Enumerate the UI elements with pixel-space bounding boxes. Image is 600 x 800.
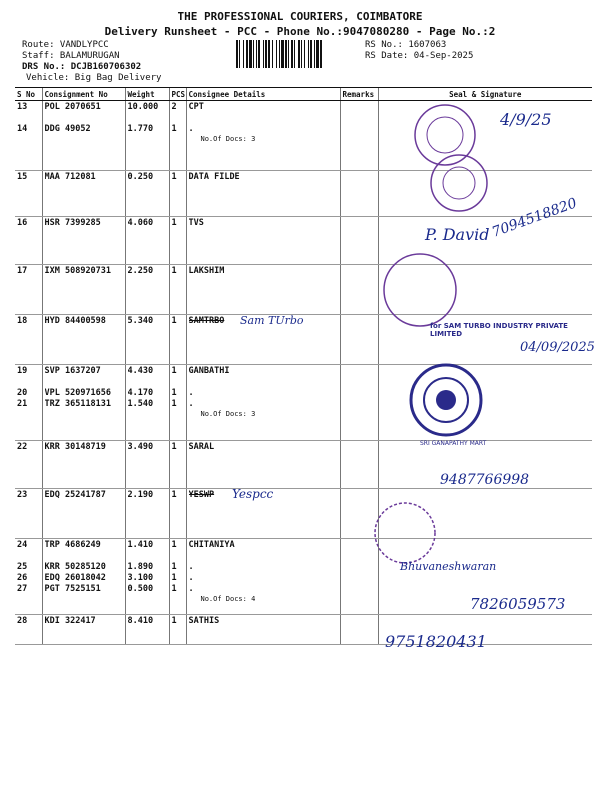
- cell-remarks: [340, 217, 378, 265]
- consignment-value: HYD 84400598: [44, 316, 106, 326]
- cell-consignee: [186, 539, 340, 615]
- barcode-bar: [310, 40, 312, 68]
- cell-signature: [378, 615, 592, 645]
- cell-remarks: [340, 171, 378, 217]
- runsheet-subtitle: Delivery Runsheet - PCC - Phone No.:9047080280 - Page No.:2: [104, 25, 496, 38]
- barcode-bar: [301, 40, 302, 68]
- handwritten-name-24: Bhuvaneshwaran: [400, 560, 497, 573]
- pcs-value: 1: [171, 218, 177, 228]
- sno-value: [17, 113, 40, 124]
- cell-weight: [125, 365, 169, 441]
- consignee-value: GANBATHI: [188, 366, 230, 376]
- barcode-bar: [236, 40, 238, 68]
- consignee-value: .: [188, 399, 194, 409]
- cell-weight: [125, 315, 169, 365]
- cell-sno: [15, 171, 42, 217]
- cell-weight: [125, 441, 169, 489]
- consignment-value: EDQ 25241787: [44, 490, 106, 500]
- weight-value: [128, 377, 167, 388]
- weight-value: 5.340: [127, 316, 154, 326]
- barcode-bar: [308, 40, 309, 68]
- pcs-value: 1: [171, 172, 177, 182]
- barcode-bar: [249, 40, 252, 68]
- weight-value: 8.410: [127, 616, 154, 626]
- weight-value: 3.100: [127, 573, 154, 583]
- company-title: THE PROFESSIONAL COURIERS, COIMBATORE: [177, 10, 423, 23]
- pcs-value: 2: [171, 102, 177, 112]
- barcode-bar: [256, 40, 257, 68]
- pcs-value: 1: [171, 540, 177, 550]
- col-header-pcs: PCS: [169, 88, 186, 101]
- stamp-text-19: SRI GANAPATHY MART: [420, 440, 487, 447]
- consignment-value: [45, 377, 123, 388]
- barcode-bar: [276, 40, 277, 68]
- col-header-consignee: Consignee Details: [186, 88, 340, 101]
- consignee-value: SATHIS: [188, 616, 220, 626]
- weight-value: 4.170: [127, 388, 154, 398]
- cell-consignment: [42, 441, 125, 489]
- sno-value: 14: [17, 124, 28, 134]
- sno-value: 20: [17, 388, 28, 398]
- sno-value: 23: [17, 490, 28, 500]
- cell-consignee: [186, 315, 340, 365]
- cell-weight: [125, 217, 169, 265]
- barcode-bar: [291, 40, 293, 68]
- sno-value: 19: [17, 366, 28, 376]
- cell-consignment: [42, 539, 125, 615]
- cell-consignee: [186, 615, 340, 645]
- vehicle-label: Vehicle: Big Bag Delivery: [26, 73, 162, 83]
- consignment-value: HSR 7399285: [44, 218, 101, 228]
- table-row: [15, 539, 592, 615]
- consignment-value: SVP 1637207: [44, 366, 101, 376]
- handwritten-name-16: P. David: [425, 225, 490, 244]
- sno-value: 21: [17, 399, 28, 409]
- cell-pcs: [169, 265, 186, 315]
- cell-consignee: [186, 441, 340, 489]
- consignee-value: .: [188, 124, 194, 134]
- docs-count: No.Of Docs: 3: [200, 135, 256, 143]
- table-row: [15, 441, 592, 489]
- consignment-value: POL 2070651: [44, 102, 101, 112]
- consignment-value: KRR 30148719: [44, 442, 106, 452]
- cell-consignment: [42, 615, 125, 645]
- handwritten-remark-18: Sam TUrbo: [240, 314, 304, 327]
- cell-consignee: [186, 217, 340, 265]
- cell-signature: [378, 365, 592, 441]
- consignee-value: .: [188, 584, 194, 594]
- weight-value: 3.490: [127, 442, 154, 452]
- cell-weight: [125, 489, 169, 539]
- cell-consignee: [186, 101, 340, 171]
- weight-value: [128, 113, 167, 124]
- pcs-value: 1: [171, 316, 177, 326]
- sno-value: 26: [17, 573, 28, 583]
- cell-weight: [125, 539, 169, 615]
- consignment-value: DDG 49052: [44, 124, 91, 134]
- cell-remarks: [340, 489, 378, 539]
- weight-value: 4.430: [127, 366, 154, 376]
- cell-remarks: [340, 101, 378, 171]
- cell-pcs: [169, 365, 186, 441]
- cell-remarks: [340, 539, 378, 615]
- cell-signature: [378, 441, 592, 489]
- cell-signature: [378, 217, 592, 265]
- cell-consignment: [42, 101, 125, 171]
- sno-value: 25: [17, 562, 28, 572]
- col-header-weight: Weight: [125, 88, 169, 101]
- consignment-value: [45, 113, 123, 124]
- cell-weight: [125, 101, 169, 171]
- handwritten-phone-22: 9487766998: [440, 472, 530, 488]
- table-row: [15, 489, 592, 539]
- cell-sno: [15, 265, 42, 315]
- cell-pcs: [169, 441, 186, 489]
- cell-sno: [15, 489, 42, 539]
- handwritten-date-13: 4/9/25: [500, 110, 552, 129]
- pcs-value: 1: [171, 124, 177, 134]
- consignee-value: YESWP: [188, 490, 215, 500]
- barcode-bar: [258, 40, 260, 68]
- table-row: [15, 365, 592, 441]
- handwritten-phone-16: 7094518820: [489, 195, 580, 241]
- barcode-bar: [263, 40, 264, 68]
- consignment-value: MAA 712081: [44, 172, 96, 182]
- consignee-value: DATA FILDE: [188, 172, 240, 182]
- cell-weight: [125, 171, 169, 217]
- pcs-value: [172, 551, 184, 562]
- weight-value: 2.190: [127, 490, 154, 500]
- pcs-value: 1: [171, 442, 177, 452]
- weight-value: 0.250: [127, 172, 154, 182]
- table-row: [15, 101, 592, 171]
- barcode-bar: [272, 40, 273, 68]
- handwritten-date-18: 04/09/2025: [520, 340, 595, 355]
- cell-remarks: [340, 441, 378, 489]
- pcs-value: 1: [171, 584, 177, 594]
- consignment-value: [45, 551, 123, 562]
- consignment-value: TRZ 365118131: [44, 399, 112, 409]
- rs-date: RS Date: 04-Sep-2025: [365, 51, 474, 61]
- consignee-value: CHITANIYA: [188, 540, 235, 550]
- staff-label: Staff: BALAMURUGAN: [22, 51, 120, 61]
- cell-consignment: [42, 365, 125, 441]
- pcs-value: 1: [171, 266, 177, 276]
- sno-value: 27: [17, 584, 28, 594]
- consignment-value: KRR 50285120: [44, 562, 106, 572]
- cell-remarks: [340, 265, 378, 315]
- handwritten-remark-23: Yespcc: [232, 487, 274, 501]
- consignment-value: EDQ 26018042: [44, 573, 106, 583]
- cell-pcs: [169, 217, 186, 265]
- barcode-bar: [279, 40, 280, 68]
- barcode-bar: [239, 40, 240, 68]
- sno-value: [17, 551, 40, 562]
- table-row: [15, 265, 592, 315]
- cell-consignee: [186, 365, 340, 441]
- cell-sno: [15, 101, 42, 171]
- cell-pcs: [169, 101, 186, 171]
- consignee-value: .: [188, 388, 194, 398]
- consignment-value: PGT 7525151: [44, 584, 101, 594]
- docs-count: No.Of Docs: 3: [200, 410, 256, 418]
- cell-weight: [125, 265, 169, 315]
- cell-signature: [378, 539, 592, 615]
- pcs-value: 1: [171, 366, 177, 376]
- cell-consignment: [42, 489, 125, 539]
- barcode-bar: [285, 40, 287, 68]
- route-label: Route: VANDLYPCC: [22, 40, 109, 50]
- table-row: [15, 217, 592, 265]
- pcs-value: 1: [171, 490, 177, 500]
- barcode: [236, 40, 360, 68]
- cell-pcs: [169, 171, 186, 217]
- stamp-text-18: for SAM TURBO INDUSTRY PRIVATE LIMITED: [430, 322, 568, 338]
- consignment-value: TRP 4686249: [44, 540, 101, 550]
- rs-number: RS No.: 1607063: [365, 40, 447, 50]
- sno-value: 13: [17, 102, 28, 112]
- cell-pcs: [169, 615, 186, 645]
- weight-value: 1.540: [127, 399, 154, 409]
- consignee-value: TVS: [188, 218, 204, 228]
- barcode-bar: [243, 40, 244, 68]
- cell-pcs: [169, 315, 186, 365]
- consignee-value: [189, 113, 338, 124]
- weight-value: 1.890: [127, 562, 154, 572]
- consignee-value: [189, 551, 338, 562]
- cell-remarks: [340, 315, 378, 365]
- cell-sno: [15, 615, 42, 645]
- sno-value: 16: [17, 218, 28, 228]
- cell-signature: [378, 171, 592, 217]
- barcode-bar: [320, 40, 322, 68]
- docs-count: No.Of Docs: 4: [200, 595, 256, 603]
- consignee-value: CPT: [188, 102, 204, 112]
- consignee-value: [189, 377, 338, 388]
- weight-value: 0.500: [127, 584, 154, 594]
- cell-weight: [125, 615, 169, 645]
- sno-value: 18: [17, 316, 28, 326]
- barcode-bar: [281, 40, 284, 68]
- col-header-sno: S No: [15, 88, 42, 101]
- consignee-value: LAKSHIM: [188, 266, 225, 276]
- cell-consignment: [42, 217, 125, 265]
- barcode-bar: [294, 40, 295, 68]
- cell-signature: [378, 265, 592, 315]
- cell-sno: [15, 315, 42, 365]
- pcs-value: 1: [171, 616, 177, 626]
- sno-value: 17: [17, 266, 28, 276]
- barcode-bar: [288, 40, 289, 68]
- handwritten-phone-24: 7826059573: [470, 595, 566, 613]
- cell-consignment: [42, 265, 125, 315]
- cell-remarks: [340, 365, 378, 441]
- cell-consignee: [186, 489, 340, 539]
- sno-value: 24: [17, 540, 28, 550]
- weight-value: 10.000: [127, 102, 159, 112]
- pcs-value: 1: [171, 573, 177, 583]
- cell-sno: [15, 217, 42, 265]
- weight-value: 1.770: [127, 124, 154, 134]
- col-header-consignment: Consignment No: [42, 88, 125, 101]
- cell-consignee: [186, 265, 340, 315]
- barcode-bar: [304, 40, 305, 68]
- consignee-value: .: [188, 573, 194, 583]
- table-row: [15, 615, 592, 645]
- handwritten-phone-28: 9751820431: [385, 632, 487, 651]
- sno-value: 28: [17, 616, 28, 626]
- cell-sno: [15, 365, 42, 441]
- cell-signature: [378, 101, 592, 171]
- weight-value: 4.060: [127, 218, 154, 228]
- cell-consignee: [186, 171, 340, 217]
- consignee-value: SAMTRBO: [188, 316, 225, 326]
- cell-sno: [15, 539, 42, 615]
- barcode-bar: [316, 40, 319, 68]
- barcode-bar: [268, 40, 270, 68]
- cell-consignment: [42, 315, 125, 365]
- runsheet-table: [15, 87, 592, 645]
- cell-signature: [378, 489, 592, 539]
- barcode-bar: [314, 40, 315, 68]
- col-header-signature: Seal & Signature: [378, 88, 592, 101]
- consignment-value: KDI 322417: [44, 616, 96, 626]
- weight-value: 1.410: [127, 540, 154, 550]
- consignee-value: .: [188, 562, 194, 572]
- sno-value: 22: [17, 442, 28, 452]
- pcs-value: [172, 377, 184, 388]
- cell-pcs: [169, 539, 186, 615]
- cell-sno: [15, 441, 42, 489]
- consignment-value: VPL 520971656: [44, 388, 112, 398]
- barcode-bar: [298, 40, 300, 68]
- pcs-value: 1: [171, 388, 177, 398]
- cell-remarks: [340, 615, 378, 645]
- pcs-value: 1: [171, 399, 177, 409]
- barcode-bar: [253, 40, 254, 68]
- barcode-bar: [246, 40, 248, 68]
- pcs-value: 1: [171, 562, 177, 572]
- pcs-value: [172, 113, 184, 124]
- cell-pcs: [169, 489, 186, 539]
- consignment-value: IXM 508920731: [44, 266, 112, 276]
- col-header-remarks: Remarks: [340, 88, 378, 101]
- table-row: [15, 171, 592, 217]
- barcode-bar: [265, 40, 267, 68]
- drs-label: DRS No.: DCJB160706302: [22, 62, 142, 72]
- sno-value: 15: [17, 172, 28, 182]
- consignee-value: SARAL: [188, 442, 215, 452]
- weight-value: 2.250: [127, 266, 154, 276]
- sno-value: [17, 377, 40, 388]
- weight-value: [128, 551, 167, 562]
- cell-consignment: [42, 171, 125, 217]
- table-header-row: [15, 88, 592, 101]
